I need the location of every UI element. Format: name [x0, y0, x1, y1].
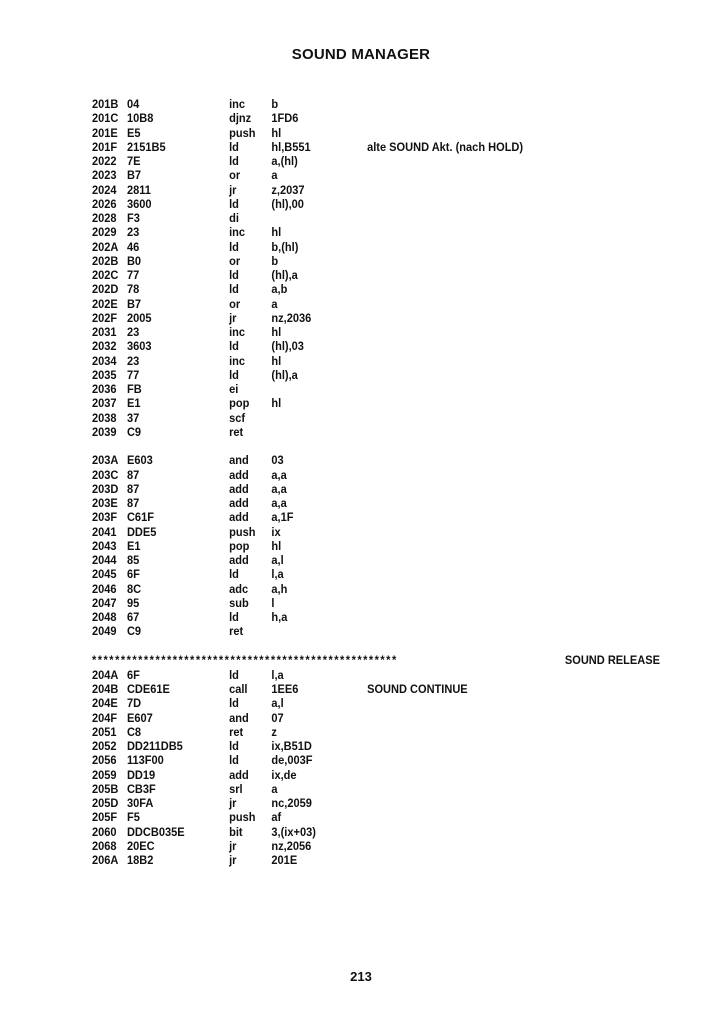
operand: ix,de — [271, 767, 297, 782]
hex-bytes: B7 — [126, 168, 142, 183]
operand: (hl),00 — [271, 196, 304, 211]
mnemonic: djnz — [229, 111, 252, 126]
operand: af — [271, 810, 282, 825]
mnemonic: add — [229, 496, 249, 510]
mnemonic: jr — [229, 853, 237, 867]
listing-row — [92, 596, 616, 610]
operand: hl — [271, 396, 282, 411]
hex-bytes: E607 — [126, 710, 153, 725]
mnemonic: di — [229, 211, 239, 225]
operand: a,(hl) — [271, 154, 298, 168]
listing-row — [92, 510, 616, 524]
mnemonic: jr — [229, 310, 237, 325]
hex-bytes: CB3F — [126, 781, 156, 796]
listing-row — [92, 610, 616, 624]
listing-block-2 — [92, 453, 616, 638]
hex-bytes: CDE61E — [126, 682, 170, 696]
address: 201C — [92, 111, 119, 126]
operand: (hl),03 — [271, 339, 304, 354]
listing-row — [92, 140, 616, 154]
listing-row — [92, 425, 616, 439]
hex-bytes: 3603 — [126, 339, 152, 354]
address: 2047 — [92, 595, 117, 610]
hex-bytes: E1 — [126, 538, 141, 553]
address: 2052 — [92, 739, 117, 753]
hex-bytes: 113F00 — [126, 753, 164, 768]
operand: l — [271, 595, 275, 610]
mnemonic: inc — [229, 225, 246, 240]
mnemonic: ld — [229, 610, 239, 624]
hex-bytes: DDE5 — [126, 524, 157, 539]
listing-row — [92, 796, 616, 810]
operand: h,a — [271, 610, 288, 624]
mnemonic: jr — [229, 796, 237, 810]
listing-row — [92, 97, 616, 111]
listing-row — [92, 311, 616, 325]
listing-row — [92, 725, 616, 739]
hex-bytes: 2005 — [126, 310, 152, 325]
address: 205B — [92, 781, 119, 796]
operand: b — [271, 97, 279, 111]
listing-row — [92, 168, 616, 182]
hex-bytes: 04 — [126, 97, 140, 111]
hex-bytes: 23 — [126, 225, 140, 240]
mnemonic: call — [229, 682, 248, 696]
listing-row — [92, 567, 616, 581]
listing-row — [92, 297, 616, 311]
operand: a,1F — [271, 510, 294, 525]
address: 204B — [92, 682, 119, 696]
listing-row — [92, 382, 616, 396]
listing-row — [92, 711, 616, 725]
operand: l,a — [271, 567, 284, 582]
address: 204A — [92, 667, 119, 682]
hex-bytes: 8C — [126, 581, 142, 596]
listing-row — [92, 525, 616, 539]
address: 204F — [92, 710, 118, 725]
listing-row — [92, 339, 616, 353]
listing-row — [92, 225, 616, 239]
mnemonic: push — [229, 524, 256, 539]
listing-row — [92, 539, 616, 553]
operand: a — [271, 296, 278, 311]
address: 202A — [92, 239, 119, 254]
address: 2026 — [92, 196, 117, 211]
hex-bytes: DD211DB5 — [126, 739, 183, 753]
address: 2022 — [92, 154, 117, 168]
operand: a,b — [271, 282, 288, 297]
operand: b,(hl) — [271, 239, 299, 254]
mnemonic: add — [229, 481, 249, 496]
mnemonic: inc — [229, 97, 246, 111]
hex-bytes: 10B8 — [126, 111, 154, 126]
listing-row — [92, 553, 616, 567]
hex-bytes: 6F — [126, 667, 140, 682]
address: 2038 — [92, 410, 117, 425]
listing-row — [92, 183, 616, 197]
hex-bytes: E5 — [126, 125, 141, 140]
operand: ix,B51D — [271, 739, 312, 753]
mnemonic: bit — [229, 824, 243, 839]
mnemonic: or — [229, 296, 241, 311]
address: 205D — [92, 796, 119, 810]
listing-row — [92, 396, 616, 410]
address: 206A — [92, 853, 119, 867]
mnemonic: ld — [229, 239, 239, 254]
mnemonic: jr — [229, 838, 237, 853]
listing-row — [92, 411, 616, 425]
operand: hl — [271, 125, 282, 140]
operand: a — [271, 781, 278, 796]
mnemonic: or — [229, 253, 241, 268]
operand: hl — [271, 353, 282, 368]
mnemonic: and — [229, 710, 249, 725]
mnemonic: ld — [229, 196, 239, 211]
mnemonic: srl — [229, 781, 243, 796]
operand: a,a — [271, 481, 287, 496]
address: 201B — [92, 97, 119, 111]
hex-bytes: 7D — [126, 696, 142, 711]
listing-row — [92, 682, 616, 696]
mnemonic: add — [229, 767, 249, 782]
mnemonic: or — [229, 168, 241, 183]
operand: z — [271, 724, 277, 739]
blank-line — [92, 439, 616, 453]
listing-row — [92, 668, 616, 682]
hex-bytes: C9 — [126, 624, 142, 639]
listing-row — [92, 825, 616, 839]
operand: 3,(ix+03) — [271, 824, 316, 839]
hex-bytes: 77 — [126, 268, 140, 282]
hex-bytes: C8 — [126, 724, 142, 739]
mnemonic: ld — [229, 339, 239, 354]
operand: 1EE6 — [271, 682, 299, 696]
listing-row — [92, 839, 616, 853]
address: 202D — [92, 282, 119, 297]
listing-row — [92, 739, 616, 753]
section-label-sound-release: SOUND RELEASE — [564, 652, 660, 667]
address: 202E — [92, 296, 118, 311]
hex-bytes: 85 — [126, 553, 140, 567]
listing-row — [92, 211, 616, 225]
mnemonic: scf — [229, 410, 246, 425]
hex-bytes: C9 — [126, 424, 142, 439]
address: 204E — [92, 696, 118, 711]
listing-row — [92, 126, 616, 140]
listing-row — [92, 325, 616, 339]
mnemonic: inc — [229, 353, 246, 368]
listing-row — [92, 696, 616, 710]
hex-bytes: 78 — [126, 282, 140, 297]
hex-bytes: 67 — [126, 610, 140, 624]
address: 2068 — [92, 838, 117, 853]
operand: a,a — [271, 496, 287, 510]
mnemonic: and — [229, 453, 249, 468]
address: 2028 — [92, 211, 117, 225]
address: 2041 — [92, 524, 117, 539]
listing-row — [92, 240, 616, 254]
hex-bytes: 18B2 — [126, 853, 154, 867]
hex-bytes: B0 — [126, 253, 142, 268]
mnemonic: jr — [229, 182, 237, 197]
mnemonic: ld — [229, 696, 239, 711]
mnemonic: ld — [229, 753, 239, 768]
hex-bytes: 46 — [126, 239, 140, 254]
hex-bytes: E603 — [126, 453, 153, 468]
operand: 1FD6 — [271, 111, 299, 126]
mnemonic: pop — [229, 538, 250, 553]
listing-row — [92, 282, 616, 296]
address: 2051 — [92, 724, 117, 739]
operand: b — [271, 253, 279, 268]
hex-bytes: 37 — [126, 410, 140, 425]
address: 2056 — [92, 753, 117, 768]
hex-bytes: B7 — [126, 296, 142, 311]
operand: l,a — [271, 667, 284, 682]
listing-row — [92, 468, 616, 482]
operand: a,l — [271, 696, 284, 711]
operand: nz,2036 — [271, 310, 312, 325]
address: 2060 — [92, 824, 117, 839]
hex-bytes: FB — [126, 382, 142, 396]
mnemonic: ld — [229, 567, 239, 582]
address: 2045 — [92, 567, 117, 582]
mnemonic: ld — [229, 282, 239, 297]
address: 2044 — [92, 553, 117, 567]
listing-row — [92, 482, 616, 496]
mnemonic: ld — [229, 667, 239, 682]
address: 2023 — [92, 168, 117, 183]
address: 2048 — [92, 610, 117, 624]
address: 202B — [92, 253, 119, 268]
listing-row — [92, 810, 616, 824]
mnemonic: adc — [229, 581, 249, 596]
hex-bytes: 87 — [126, 467, 140, 482]
hex-bytes: 23 — [126, 325, 140, 339]
operand: 201E — [271, 853, 298, 867]
listing-row — [92, 853, 616, 867]
blank-line — [92, 639, 616, 653]
assembly-listing — [92, 97, 660, 867]
address: 203D — [92, 481, 119, 496]
operand: nc,2059 — [271, 796, 312, 810]
address: 203F — [92, 510, 118, 525]
mnemonic: ret — [229, 624, 244, 639]
operand: hl — [271, 325, 282, 339]
hex-bytes: 77 — [126, 367, 140, 382]
address: 2059 — [92, 767, 117, 782]
hex-bytes: E1 — [126, 396, 141, 411]
operand: a,l — [271, 553, 284, 567]
listing-row — [92, 753, 616, 767]
address: 202C — [92, 268, 119, 282]
address: 2039 — [92, 424, 117, 439]
comment: alte SOUND Akt. (nach HOLD) — [367, 139, 524, 154]
address: 2029 — [92, 225, 117, 240]
mnemonic: ret — [229, 724, 244, 739]
hex-bytes: F3 — [126, 211, 140, 225]
operand: z,2037 — [271, 182, 305, 197]
hex-bytes: DDCB035E — [126, 824, 185, 839]
address: 2031 — [92, 325, 117, 339]
hex-bytes: 30FA — [126, 796, 154, 810]
operand: 03 — [271, 453, 284, 468]
hex-bytes: 95 — [126, 595, 140, 610]
hex-bytes: 23 — [126, 353, 140, 368]
mnemonic: pop — [229, 396, 250, 411]
address: 203C — [92, 467, 119, 482]
operand: (hl),a — [271, 268, 298, 282]
hex-bytes: 87 — [126, 496, 140, 510]
address: 201F — [92, 139, 118, 154]
address: 2034 — [92, 353, 117, 368]
page-number: 213 — [350, 969, 372, 984]
address: 2043 — [92, 538, 117, 553]
address: 2046 — [92, 581, 117, 596]
address: 2037 — [92, 396, 117, 411]
listing-row — [92, 496, 616, 510]
mnemonic: ret — [229, 424, 244, 439]
operand: hl — [271, 538, 282, 553]
separator-stars: ***************************************************** — [92, 652, 398, 667]
listing-row — [92, 453, 616, 467]
mnemonic: push — [229, 810, 256, 825]
address: 203A — [92, 453, 119, 468]
listing-block-1 — [92, 97, 616, 439]
listing-row — [92, 368, 616, 382]
address: 205F — [92, 810, 118, 825]
address: 203E — [92, 496, 118, 510]
listing-row — [92, 254, 616, 268]
hex-bytes: 2811 — [126, 182, 151, 197]
operand: a — [271, 168, 278, 183]
mnemonic: add — [229, 510, 249, 525]
comment: SOUND CONTINUE — [367, 682, 468, 696]
listing-row — [92, 768, 616, 782]
mnemonic: ld — [229, 739, 239, 753]
hex-bytes: F5 — [126, 810, 140, 825]
hex-bytes: 20EC — [126, 838, 155, 853]
address: 2036 — [92, 382, 117, 396]
hex-bytes: 3600 — [126, 196, 152, 211]
listing-row — [92, 624, 616, 638]
mnemonic: sub — [229, 595, 249, 610]
operand: hl,B551 — [271, 139, 311, 154]
operand: hl — [271, 225, 282, 240]
listing-row — [92, 354, 616, 368]
address: 202F — [92, 310, 118, 325]
mnemonic: inc — [229, 325, 246, 339]
operand: de,003F — [271, 753, 313, 768]
hex-bytes: 2151B5 — [126, 139, 166, 154]
listing-row — [92, 268, 616, 282]
hex-bytes: C61F — [126, 510, 154, 525]
address: 2049 — [92, 624, 117, 639]
operand: 07 — [271, 710, 284, 725]
hex-bytes: 7E — [126, 154, 141, 168]
mnemonic: add — [229, 553, 249, 567]
operand: a,h — [271, 581, 288, 596]
mnemonic: ld — [229, 367, 239, 382]
listing-row — [92, 582, 616, 596]
operand: a,a — [271, 467, 287, 482]
hex-bytes: 6F — [126, 567, 140, 582]
listing-row — [92, 154, 616, 168]
section-separator — [92, 652, 660, 668]
address: 2035 — [92, 367, 117, 382]
listing-block-3 — [92, 668, 616, 868]
address: 2024 — [92, 182, 117, 197]
listing-row — [92, 111, 616, 125]
address: 201E — [92, 125, 118, 140]
operand: ix — [271, 524, 281, 539]
page-title: SOUND MANAGER — [291, 46, 431, 63]
hex-bytes: DD19 — [126, 767, 156, 782]
listing-row — [92, 197, 616, 211]
listing-row — [92, 782, 616, 796]
mnemonic: ld — [229, 268, 239, 282]
mnemonic: push — [229, 125, 256, 140]
operand: nz,2056 — [271, 838, 312, 853]
hex-bytes: 87 — [126, 481, 140, 496]
mnemonic: add — [229, 467, 249, 482]
mnemonic: ei — [229, 382, 239, 396]
address: 2032 — [92, 339, 117, 354]
operand: (hl),a — [271, 367, 298, 382]
mnemonic: ld — [229, 154, 239, 168]
mnemonic: ld — [229, 139, 239, 154]
